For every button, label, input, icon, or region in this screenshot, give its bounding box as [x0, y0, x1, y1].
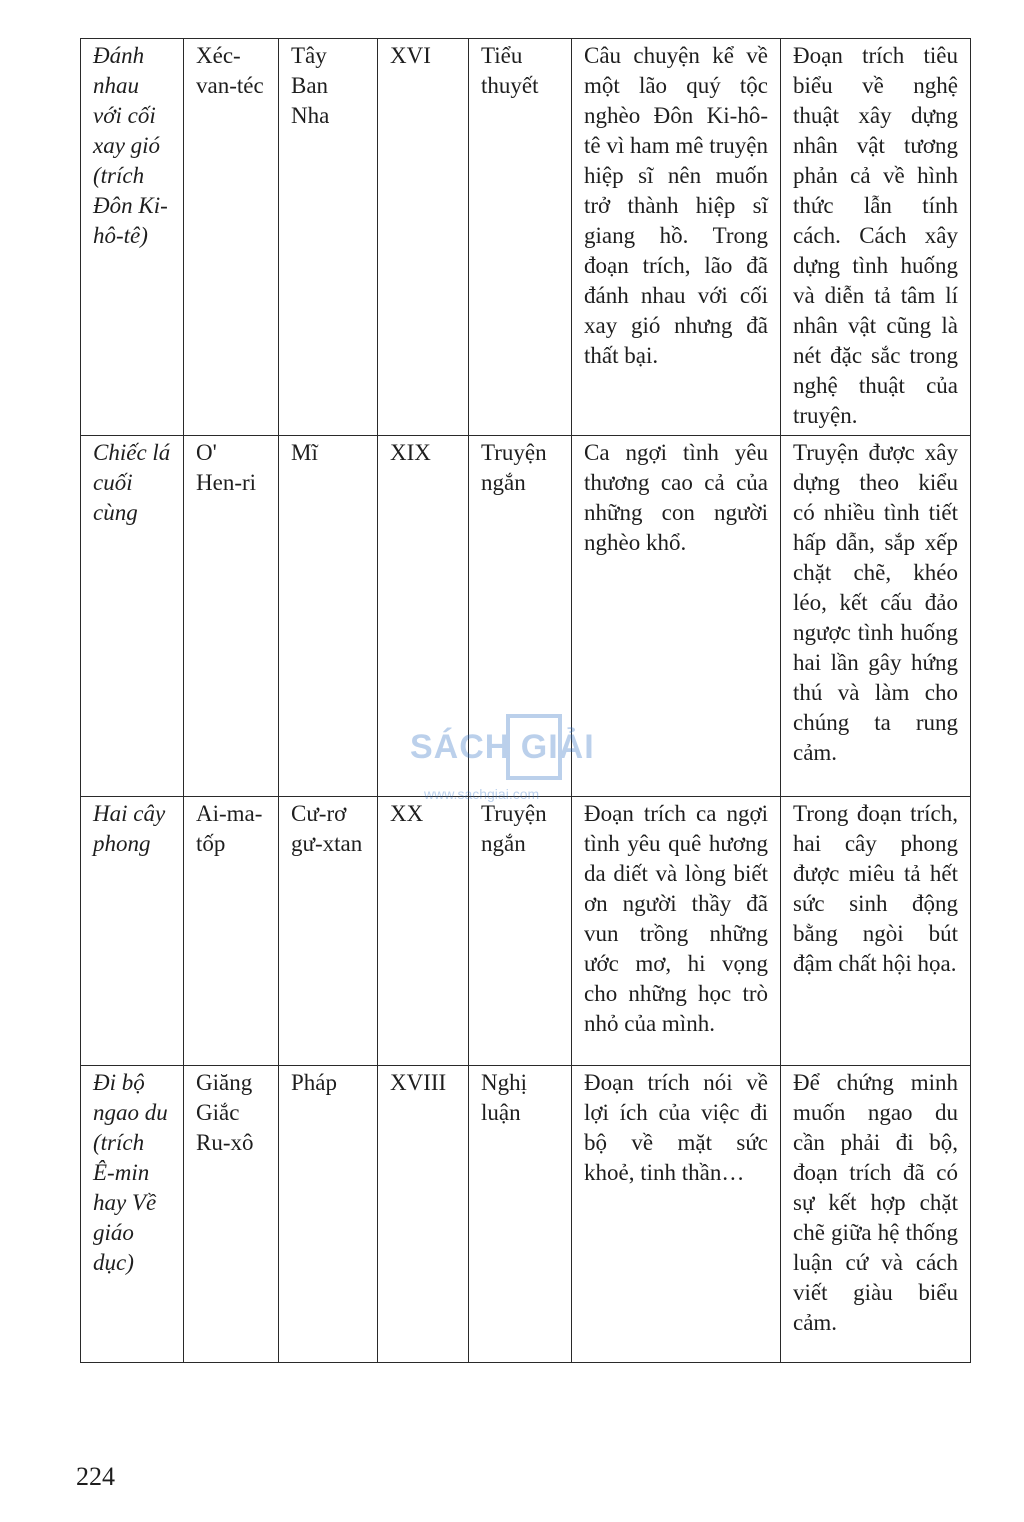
- century: XX: [378, 797, 469, 1066]
- art-features: Đoạn trích tiêu biểu về nghệ thuật xây dựng nhân vật tương phản cả về hình thức lẫn tính cách. Cách xây dựng tình huống và diễn tả tâm lí nhân vật cũng là nét đặc sắc trong nghệ thuật của truyện.: [781, 39, 971, 436]
- country: Cư-rơ gư-xtan: [279, 797, 378, 1066]
- table-row: [81, 436, 971, 797]
- century: XIX: [378, 436, 469, 797]
- table-row: [81, 797, 971, 1066]
- content-summary: Đoạn trích ca ngợi tình yêu quê hương da diết và lòng biết ơn người thầy đã vun trồng những ước mơ, hi vọng cho những học trò nhỏ của mình.: [572, 797, 781, 1066]
- page-number: 224: [76, 1462, 115, 1491]
- country: Mĩ: [279, 436, 378, 797]
- table-row: [81, 1066, 971, 1363]
- work-title: Đi bộ ngao du (trích Ê-min hay Về giáo dục): [81, 1066, 184, 1363]
- genre: Tiểu thuyết: [469, 39, 572, 436]
- century: XVI: [378, 39, 469, 436]
- watermark-url: www.sachgiai.com: [424, 786, 540, 802]
- author: Xéc-van-téc: [184, 39, 279, 436]
- genre: Truyện ngắn: [469, 436, 572, 797]
- content-summary: Đoạn trích nói về lợi ích của việc đi bộ về mặt sức khoẻ, tinh thần…: [572, 1066, 781, 1363]
- country: Tây Ban Nha: [279, 39, 378, 436]
- genre: Truyện ngắn: [469, 797, 572, 1066]
- literature-summary-table: [80, 38, 971, 1363]
- art-features: Trong đoạn trích, hai cây phong được miêu tả hết sức sinh động bằng ngòi bút đậm chất hội họa.: [781, 797, 971, 1066]
- work-title: Hai cây phong: [81, 797, 184, 1066]
- genre: Nghị luận: [469, 1066, 572, 1363]
- art-features: Để chứng minh muốn ngao du cần phải đi bộ, đoạn trích đã có sự kết hợp chặt chẽ giữa hệ thống luận cứ và cách viết giàu biểu cảm.: [781, 1066, 971, 1363]
- content-summary: Câu chuyện kể về một lão quý tộc nghèo Đôn Ki-hô-tê vì ham mê truyện hiệp sĩ nên muốn trở thành hiệp sĩ giang hồ. Trong đoạn trích, lão đã đánh nhau với cối xay gió nhưng đã thất bại.: [572, 39, 781, 436]
- content-summary: Ca ngợi tình yêu thương cao cả của những con người nghèo khổ.: [572, 436, 781, 797]
- author: O' Hen-ri: [184, 436, 279, 797]
- century: XVIII: [378, 1066, 469, 1363]
- author: Giăng Giắc Ru-xô: [184, 1066, 279, 1363]
- table-row: [81, 39, 971, 436]
- watermark-text: SÁCH GIẢI: [410, 728, 595, 766]
- author: Ai-ma-tốp: [184, 797, 279, 1066]
- work-title: Chiếc lá cuối cùng: [81, 436, 184, 797]
- art-features: Truyện được xây dựng theo kiểu có nhiều tình tiết hấp dẫn, sắp xếp chặt chẽ, khéo léo, kết cấu đảo ngược tình huống hai lần gây hứng thú và làm cho chúng ta rung cảm.: [781, 436, 971, 797]
- country: Pháp: [279, 1066, 378, 1363]
- work-title: Đánh nhau với cối xay gió (trích Đôn Ki-hô-tê): [81, 39, 184, 436]
